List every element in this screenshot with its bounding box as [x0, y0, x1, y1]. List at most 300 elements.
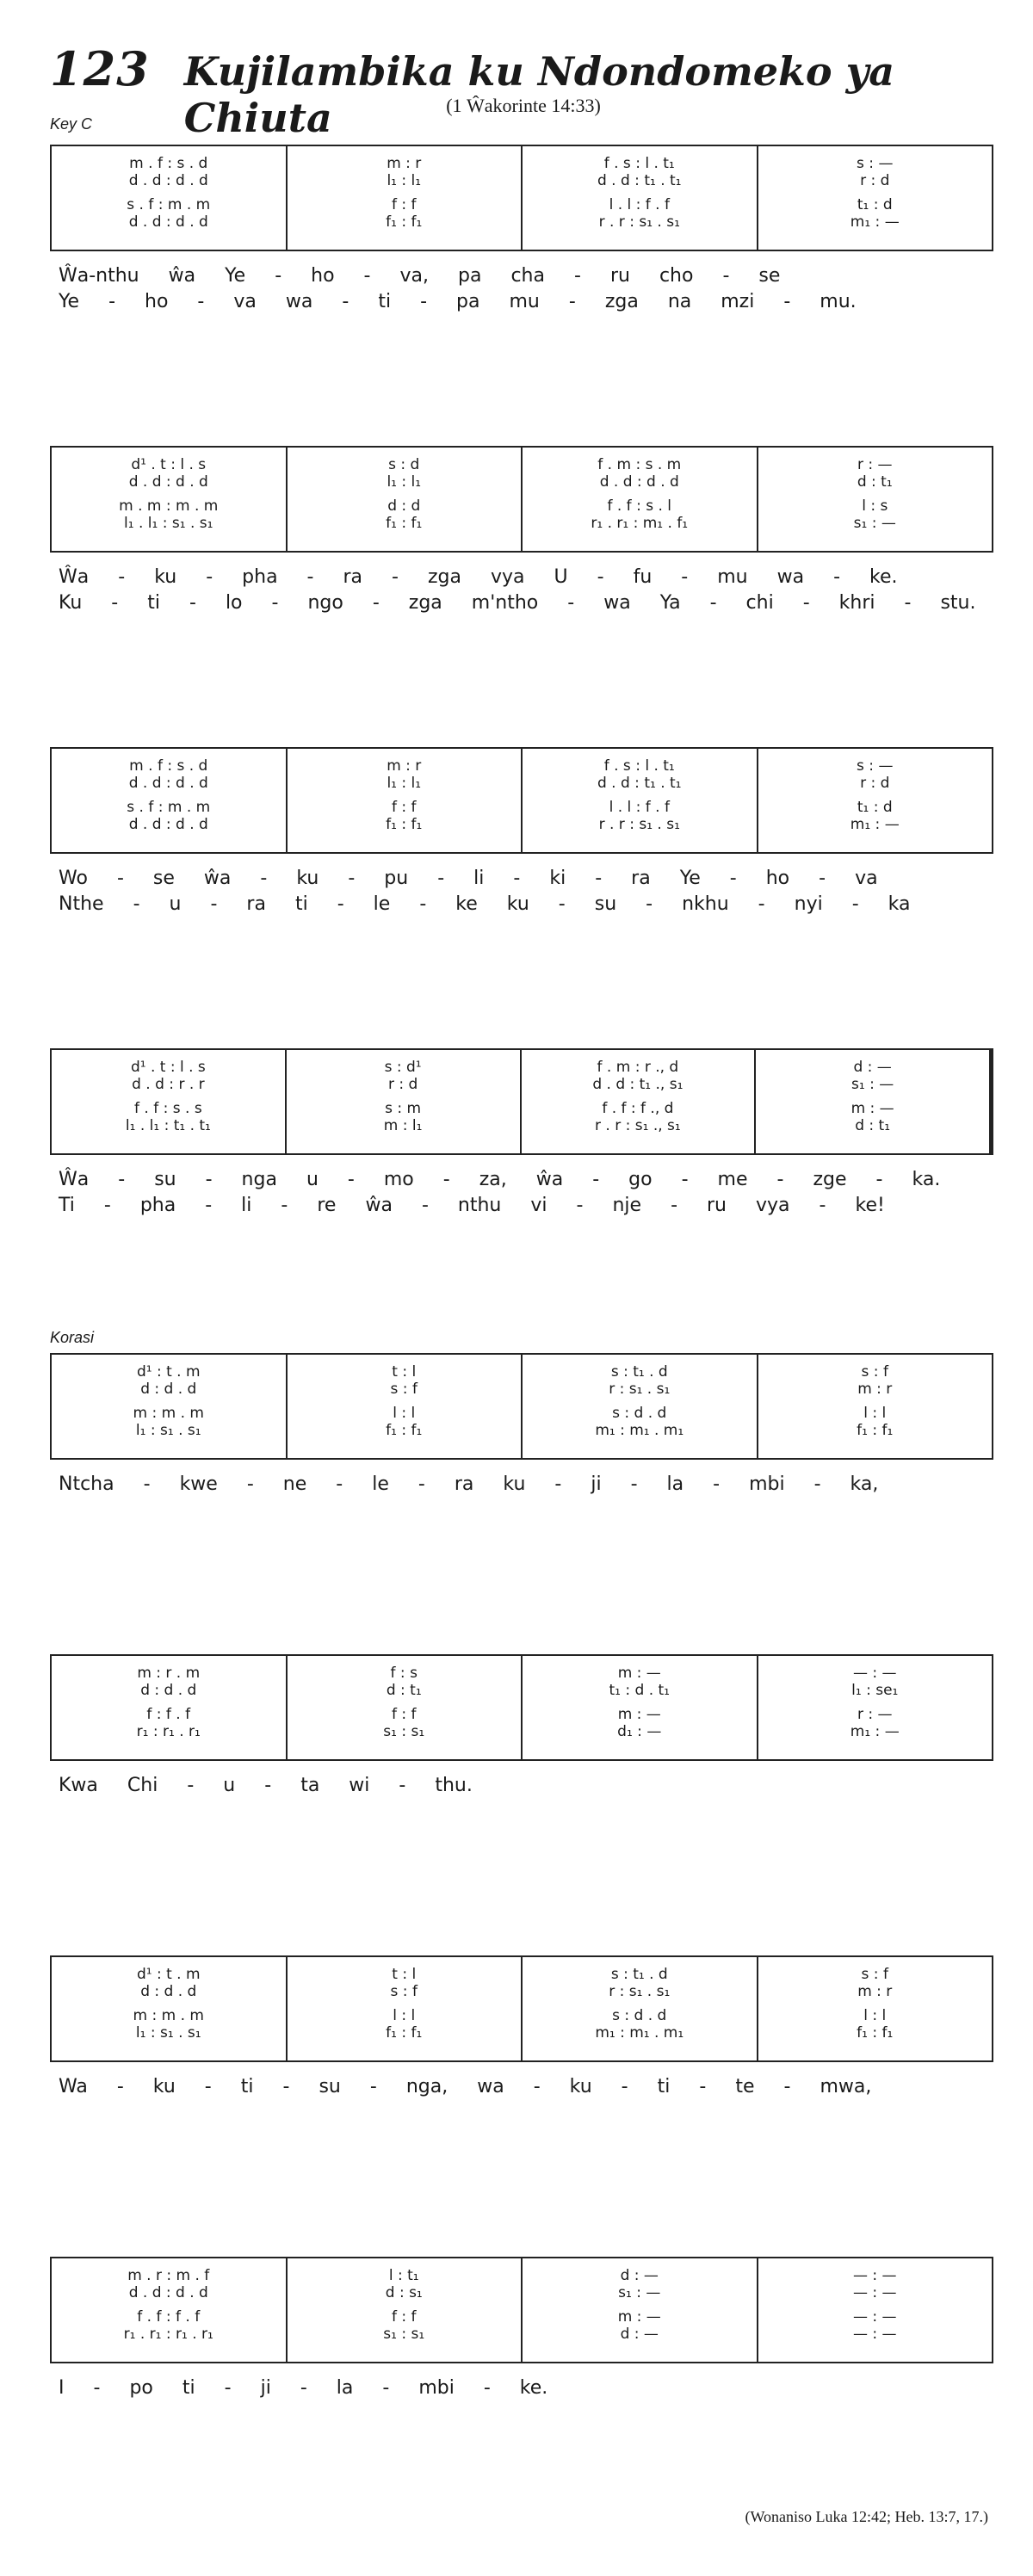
- solfa-line: f . f : s . s: [134, 1100, 202, 1117]
- measure: [286, 1656, 522, 1759]
- lyric-syllable: zga: [604, 291, 639, 312]
- solfa-line: m : —: [617, 2308, 661, 2326]
- lyric-syllable: -: [399, 1775, 406, 1796]
- lyric-syllable: vya: [756, 1195, 790, 1216]
- solfa-line: s : d¹: [384, 1059, 422, 1076]
- lyric-syllable: -: [819, 868, 826, 889]
- solfa-line: l . l : f . f: [609, 799, 670, 816]
- solfa-line: s : t₁ . d: [610, 1966, 668, 1983]
- solfa-line: s : f: [390, 1983, 418, 2000]
- lyric-syllable: Ŵa: [59, 566, 90, 588]
- lyric-syllable: -: [646, 893, 653, 915]
- lyric-syllable: le: [373, 893, 391, 915]
- lyric-syllable: Ye: [225, 265, 246, 287]
- solfa-line: s : d: [388, 456, 420, 473]
- lyric-syllable: -: [205, 1195, 213, 1216]
- solfa-line: t : l: [392, 1363, 417, 1381]
- measure: [52, 1050, 285, 1153]
- solfa-line: r : d: [860, 775, 890, 792]
- lyric-syllable: -: [819, 1195, 826, 1216]
- solfa-line: s₁ : —: [851, 1076, 894, 1093]
- lyric-syllable: -: [271, 592, 279, 614]
- measure: [521, 146, 757, 250]
- solfa-line: d : —: [620, 2267, 659, 2284]
- lyric-syllable: -: [118, 566, 126, 588]
- lyric-syllable: ta: [300, 1775, 320, 1796]
- solfa-line: d : —: [853, 1059, 892, 1076]
- lyric-syllable: -: [347, 1169, 355, 1190]
- lyric-syllable: -: [621, 2076, 628, 2097]
- lyric-syllable: ne: [282, 1473, 307, 1495]
- solfa-line: t₁ : d: [857, 799, 893, 816]
- solfa-line: d¹ : t . m: [136, 1966, 201, 1983]
- lyric-syllable: -: [573, 265, 581, 287]
- measure: [757, 1355, 993, 1458]
- lyric-syllable: ho: [311, 265, 335, 287]
- lyric-syllable: -: [513, 868, 521, 889]
- solfa-line: m : r: [387, 757, 422, 775]
- lyric-syllable: -: [783, 2076, 791, 2097]
- lyric-syllable: ku: [296, 868, 319, 889]
- lyric-line: [50, 1167, 993, 1193]
- solfa-line: d . d : d . d: [128, 473, 208, 491]
- lyric-syllable: -: [275, 265, 282, 287]
- footer-reference: (Wonaniso Luka 12:42; Heb. 13:7, 17.): [745, 2508, 988, 2525]
- solfa-line: f : f: [391, 799, 417, 816]
- measure: [52, 2258, 286, 2362]
- lyric-syllable: pha: [139, 1195, 176, 1216]
- lyric-syllable: fu: [633, 566, 653, 588]
- lyric-syllable: -: [189, 592, 196, 614]
- lyric-syllable: -: [554, 1473, 562, 1495]
- solfa-line: d : d: [387, 497, 421, 515]
- solfa-line: m . r : m . f: [127, 2267, 210, 2284]
- lyric-syllable: -: [419, 893, 427, 915]
- lyric-syllable: -: [904, 592, 912, 614]
- lyrics-block: [50, 1167, 993, 1219]
- lyric-syllable: -: [776, 1169, 784, 1190]
- measure: [52, 1957, 286, 2060]
- solfa-line: m . f : s . d: [129, 757, 208, 775]
- solfa-line: m : —: [851, 1100, 894, 1117]
- lyric-syllable: Nthe: [59, 893, 104, 915]
- lyric-syllable: vya: [490, 566, 525, 588]
- notation-system: [50, 145, 993, 251]
- solfa-line: r : s₁ . s₁: [609, 1983, 671, 2000]
- lyric-syllable: su: [594, 893, 617, 915]
- lyric-syllable: -: [568, 291, 576, 312]
- lyric-syllable: -: [282, 2076, 290, 2097]
- lyric-syllable: -: [592, 1169, 600, 1190]
- lyric-syllable: -: [483, 2377, 491, 2399]
- solfa-line: f₁ : f₁: [857, 2024, 894, 2042]
- lyric-syllable: -: [595, 868, 603, 889]
- measure: [285, 1050, 520, 1153]
- lyric-syllable: ke.: [869, 566, 898, 588]
- lyric-syllable: ti: [657, 2076, 671, 2097]
- solfa-line: r . r : s₁ . s₁: [598, 816, 680, 833]
- lyric-syllable: u: [169, 893, 182, 915]
- solfa-line: d . d : t₁ . t₁: [597, 172, 682, 189]
- lyric-syllable: ho: [145, 291, 169, 312]
- solfa-line: f : f: [391, 196, 417, 213]
- solfa-line: m : r . m: [137, 1665, 201, 1682]
- lyric-line: [50, 2074, 993, 2100]
- lyric-syllable: -: [713, 1473, 721, 1495]
- lyric-syllable: ra: [454, 1473, 474, 1495]
- lyric-syllable: -: [143, 1473, 151, 1495]
- lyric-syllable: -: [392, 566, 399, 588]
- solfa-line: r : s₁ . s₁: [609, 1381, 671, 1398]
- lyric-syllable: -: [851, 893, 859, 915]
- measure: [52, 1656, 286, 1759]
- solfa-line: m : —: [617, 1665, 661, 1682]
- solfa-line: f . s : l . t₁: [603, 757, 675, 775]
- solfa-line: r : —: [857, 456, 893, 473]
- measure: [520, 1050, 755, 1153]
- lyric-syllable: ka.: [912, 1169, 941, 1190]
- solfa-line: l : l: [393, 1405, 416, 1422]
- lyric-syllable: -: [246, 1473, 254, 1495]
- solfa-line: r : d: [387, 1076, 418, 1093]
- solfa-line: f₁ : f₁: [386, 2024, 423, 2042]
- lyric-syllable: wi: [349, 1775, 370, 1796]
- solfa-line: f . f : f ., d: [602, 1100, 674, 1117]
- solfa-line: m : r: [857, 1381, 893, 1398]
- solfa-line: f . f : s . l: [607, 497, 671, 515]
- solfa-line: f . m : r ., d: [597, 1059, 679, 1076]
- lyric-syllable: -: [833, 566, 841, 588]
- lyric-syllable: ŵa: [535, 1169, 564, 1190]
- measure: [52, 1355, 286, 1458]
- scripture-reference: (1 Ŵakorinte 14:33): [446, 95, 601, 116]
- lyric-syllable: lo: [225, 592, 243, 614]
- hymn-number: 123: [50, 41, 150, 96]
- lyric-syllable: ke!: [855, 1195, 885, 1216]
- lyrics-block: [50, 263, 993, 315]
- solfa-line: t : l: [392, 1966, 417, 1983]
- measure: [521, 1957, 757, 2060]
- lyric-syllable: -: [442, 1169, 450, 1190]
- measure: [521, 448, 757, 551]
- lyric-syllable: stu.: [940, 592, 976, 614]
- lyric-syllable: -: [681, 1169, 689, 1190]
- solfa-line: s : f: [861, 1966, 888, 1983]
- solfa-line: l . l : f . f: [609, 196, 670, 213]
- solfa-line: d : s₁: [385, 2284, 423, 2301]
- solfa-line: l₁ : s₁ . s₁: [135, 2024, 201, 2042]
- lyric-syllable: mzi: [721, 291, 755, 312]
- lyric-syllable: ŵa: [168, 265, 196, 287]
- lyric-syllable: -: [300, 2377, 307, 2399]
- lyric-syllable: la: [336, 2377, 354, 2399]
- lyric-syllable: Ŵa: [59, 1169, 90, 1190]
- measure: [286, 1355, 522, 1458]
- lyric-syllable: su: [154, 1169, 176, 1190]
- solfa-line: d : —: [620, 2326, 659, 2343]
- solfa-line: — : —: [852, 2326, 897, 2343]
- lyric-syllable: -: [758, 893, 765, 915]
- solfa-line: l₁ : l₁: [387, 775, 422, 792]
- lyric-syllable: zga: [427, 566, 461, 588]
- solfa-line: m : r: [857, 1983, 893, 2000]
- solfa-line: d . d : d . d: [128, 213, 208, 231]
- measure: [52, 749, 286, 852]
- solfa-line: m : —: [617, 1706, 661, 1723]
- solfa-line: d : t₁: [857, 473, 893, 491]
- lyric-syllable: nyi: [794, 893, 823, 915]
- lyric-syllable: -: [783, 291, 791, 312]
- notation-system: [50, 1048, 993, 1155]
- lyric-line: [50, 263, 993, 289]
- lyric-syllable: ru: [707, 1195, 727, 1216]
- lyric-syllable: mbi: [418, 2377, 455, 2399]
- lyric-syllable: wa: [285, 291, 313, 312]
- solfa-line: s₁ : —: [618, 2284, 661, 2301]
- measure: [286, 2258, 522, 2362]
- solfa-line: m . m : m . m: [119, 497, 219, 515]
- hymn-title: Kujilambika ku Ndondomeko ya Chiuta: [183, 48, 895, 141]
- lyric-syllable: ra: [246, 893, 266, 915]
- lyric-syllable: ka,: [850, 1473, 879, 1495]
- lyric-syllable: ngo: [307, 592, 343, 614]
- lyric-syllable: nga,: [405, 2076, 448, 2097]
- solfa-line: r₁ . r₁ : r₁ . r₁: [123, 2326, 213, 2343]
- lyric-syllable: -: [197, 291, 205, 312]
- lyric-line: [50, 866, 993, 892]
- lyric-syllable: po: [129, 2377, 153, 2399]
- lyric-syllable: vi: [530, 1195, 547, 1216]
- lyric-syllable: go: [628, 1169, 653, 1190]
- lyric-syllable: la: [666, 1473, 684, 1495]
- lyric-syllable: ku: [152, 2076, 176, 2097]
- measure: [52, 146, 286, 250]
- lyric-line: [50, 289, 993, 315]
- measure: [521, 1656, 757, 1759]
- lyric-syllable: Wo: [59, 868, 88, 889]
- solfa-line: l : s: [862, 497, 888, 515]
- lyric-syllable: ra: [343, 566, 363, 588]
- lyric-syllable: -: [118, 1169, 126, 1190]
- solfa-line: s : d . d: [612, 1405, 667, 1422]
- solfa-line: m : l₁: [383, 1117, 423, 1134]
- lyric-syllable: le: [372, 1473, 389, 1495]
- lyric-syllable: nga: [241, 1169, 277, 1190]
- lyric-syllable: -: [576, 1195, 584, 1216]
- lyric-syllable: zga: [408, 592, 442, 614]
- solfa-line: d . d : d . d: [128, 775, 208, 792]
- solfa-line: l₁ . l₁ : t₁ . t₁: [125, 1117, 211, 1134]
- lyric-syllable: pha: [242, 566, 278, 588]
- lyric-syllable: -: [722, 265, 730, 287]
- lyric-syllable: -: [382, 2377, 390, 2399]
- solfa-line: m : m . m: [133, 2007, 204, 2024]
- measure: [286, 146, 522, 250]
- lyric-syllable: ke: [455, 893, 478, 915]
- lyric-syllable: Ti: [59, 1195, 75, 1216]
- lyric-syllable: -: [558, 893, 566, 915]
- lyric-syllable: ti: [240, 2076, 254, 2097]
- lyric-syllable: -: [224, 2377, 232, 2399]
- solfa-line: s₁ : s₁: [383, 1723, 425, 1740]
- lyric-syllable: -: [630, 1473, 638, 1495]
- lyric-syllable: ŵa: [365, 1195, 393, 1216]
- lyric-syllable: zge: [813, 1169, 847, 1190]
- solfa-line: f₁ : f₁: [386, 213, 423, 231]
- lyric-syllable: -: [103, 1195, 111, 1216]
- lyric-syllable: wa: [776, 566, 805, 588]
- lyric-syllable: Ya: [659, 592, 681, 614]
- lyric-syllable: ti: [294, 893, 308, 915]
- lyric-syllable: -: [93, 2377, 101, 2399]
- solfa-line: d¹ . t : l . s: [131, 456, 207, 473]
- lyric-syllable: pa: [456, 291, 480, 312]
- solfa-line: d : d . d: [140, 1381, 197, 1398]
- lyric-syllable: mu: [717, 566, 748, 588]
- lyric-syllable: ji: [260, 2377, 271, 2399]
- lyric-syllable: ku: [506, 893, 529, 915]
- measure: [757, 448, 993, 551]
- solfa-line: m₁ : —: [850, 213, 900, 231]
- lyric-syllable: -: [369, 2076, 377, 2097]
- solfa-line: — : —: [852, 2308, 897, 2326]
- solfa-line: f₁ : f₁: [386, 1422, 423, 1439]
- solfa-line: f : s: [390, 1665, 418, 1682]
- lyric-syllable: kwe: [179, 1473, 218, 1495]
- lyric-syllable: ji: [591, 1473, 602, 1495]
- lyrics-block: [50, 1773, 993, 1799]
- lyric-syllable: re: [317, 1195, 337, 1216]
- lyric-syllable: U: [554, 566, 568, 588]
- solfa-line: s : —: [857, 757, 894, 775]
- solfa-line: l₁ . l₁ : s₁ . s₁: [124, 515, 213, 532]
- solfa-line: m₁ : m₁ . m₁: [595, 1422, 684, 1439]
- lyric-syllable: -: [597, 566, 604, 588]
- lyric-syllable: cho: [659, 265, 694, 287]
- solfa-line: d . d : d . d: [128, 172, 208, 189]
- lyric-syllable: Ye: [59, 291, 80, 312]
- lyric-syllable: va: [233, 291, 257, 312]
- solfa-line: d₁ : —: [617, 1723, 662, 1740]
- solfa-line: l₁ : se₁: [851, 1682, 899, 1699]
- lyric-syllable: ra: [631, 868, 651, 889]
- solfa-line: r : —: [857, 1706, 893, 1723]
- lyric-syllable: Chi: [127, 1775, 158, 1796]
- lyric-syllable: li: [473, 868, 485, 889]
- lyric-syllable: -: [418, 1473, 425, 1495]
- measure: [757, 1656, 993, 1759]
- lyric-syllable: -: [116, 2076, 124, 2097]
- solfa-line: — : —: [852, 2267, 897, 2284]
- lyric-syllable: se: [152, 868, 175, 889]
- lyric-line: [50, 590, 993, 616]
- lyric-syllable: ku: [569, 2076, 592, 2097]
- solfa-line: t₁ : d . t₁: [609, 1682, 670, 1699]
- measure: [521, 1355, 757, 1458]
- lyric-line: [50, 1193, 993, 1219]
- solfa-line: r : d: [860, 172, 890, 189]
- lyric-syllable: khri: [838, 592, 875, 614]
- lyric-syllable: mu.: [820, 291, 857, 312]
- solfa-line: d . d : d . d: [128, 816, 208, 833]
- solfa-line: f . m : s . m: [597, 456, 682, 473]
- solfa-line: r . r : s₁ . s₁: [598, 213, 680, 231]
- lyric-syllable: -: [116, 868, 124, 889]
- lyric-syllable: -: [260, 868, 268, 889]
- solfa-line: d : d . d: [140, 1983, 197, 2000]
- solfa-line: d . d : t₁ ., s₁: [592, 1076, 684, 1093]
- lyric-syllable: su: [319, 2076, 341, 2097]
- lyric-syllable: -: [533, 2076, 541, 2097]
- measure: [757, 2258, 993, 2362]
- lyric-syllable: -: [363, 265, 371, 287]
- lyric-syllable: chi: [745, 592, 774, 614]
- lyric-syllable: cha: [510, 265, 545, 287]
- lyric-syllable: -: [437, 868, 445, 889]
- solfa-line: s : d . d: [612, 2007, 667, 2024]
- measure: [52, 448, 286, 551]
- chorus-label: Korasi: [50, 1329, 95, 1346]
- solfa-line: d : t₁: [386, 1682, 422, 1699]
- lyric-syllable: nthu: [457, 1195, 502, 1216]
- solfa-line: d . d : r . r: [132, 1076, 205, 1093]
- solfa-line: l : t₁: [388, 2267, 419, 2284]
- lyric-syllable: -: [671, 1195, 678, 1216]
- solfa-line: m . f : s . d: [129, 155, 208, 172]
- solfa-line: s₁ : s₁: [383, 2326, 425, 2343]
- lyric-syllable: ka: [888, 893, 911, 915]
- solfa-line: f : f: [391, 1706, 417, 1723]
- notation-system: [50, 1955, 993, 2062]
- lyric-syllable: -: [699, 2076, 707, 2097]
- lyric-syllable: nje: [612, 1195, 642, 1216]
- measure: [286, 448, 522, 551]
- lyric-syllable: ku: [154, 566, 177, 588]
- lyric-syllable: -: [420, 291, 428, 312]
- solfa-line: l₁ : s₁ . s₁: [135, 1422, 201, 1439]
- solfa-line: l₁ : l₁: [387, 172, 422, 189]
- measure: [757, 146, 993, 250]
- solfa-line: f : f . f: [146, 1706, 191, 1723]
- lyric-syllable: m'ntho: [471, 592, 539, 614]
- lyric-syllable: -: [348, 868, 356, 889]
- lyric-syllable: Kwa: [59, 1775, 98, 1796]
- solfa-line: f₁ : f₁: [857, 1422, 894, 1439]
- lyric-line: [50, 2375, 993, 2401]
- measure: [286, 1957, 522, 2060]
- lyric-syllable: I: [59, 2377, 65, 2399]
- lyric-line: [50, 565, 993, 590]
- solfa-line: s : t₁ . d: [610, 1363, 668, 1381]
- lyric-syllable: va,: [399, 265, 429, 287]
- solfa-line: d . d : t₁ . t₁: [597, 775, 682, 792]
- lyric-syllable: -: [875, 1169, 883, 1190]
- hymn-header: [50, 41, 997, 141]
- lyric-syllable: -: [342, 291, 349, 312]
- lyric-syllable: Ntcha: [59, 1473, 114, 1495]
- solfa-line: f . f : f . f: [137, 2308, 201, 2326]
- solfa-line: t₁ : d: [857, 196, 893, 213]
- solfa-line: s₁ : —: [853, 515, 896, 532]
- solfa-line: d¹ . t : l . s: [130, 1059, 206, 1076]
- lyric-line: [50, 892, 993, 917]
- solfa-line: m₁ : m₁ . m₁: [595, 2024, 684, 2042]
- lyric-syllable: Wa: [59, 2076, 88, 2097]
- solfa-line: m : m . m: [133, 1405, 204, 1422]
- lyric-syllable: -: [264, 1775, 272, 1796]
- notation-system: [50, 446, 993, 553]
- lyric-syllable: mwa,: [820, 2076, 872, 2097]
